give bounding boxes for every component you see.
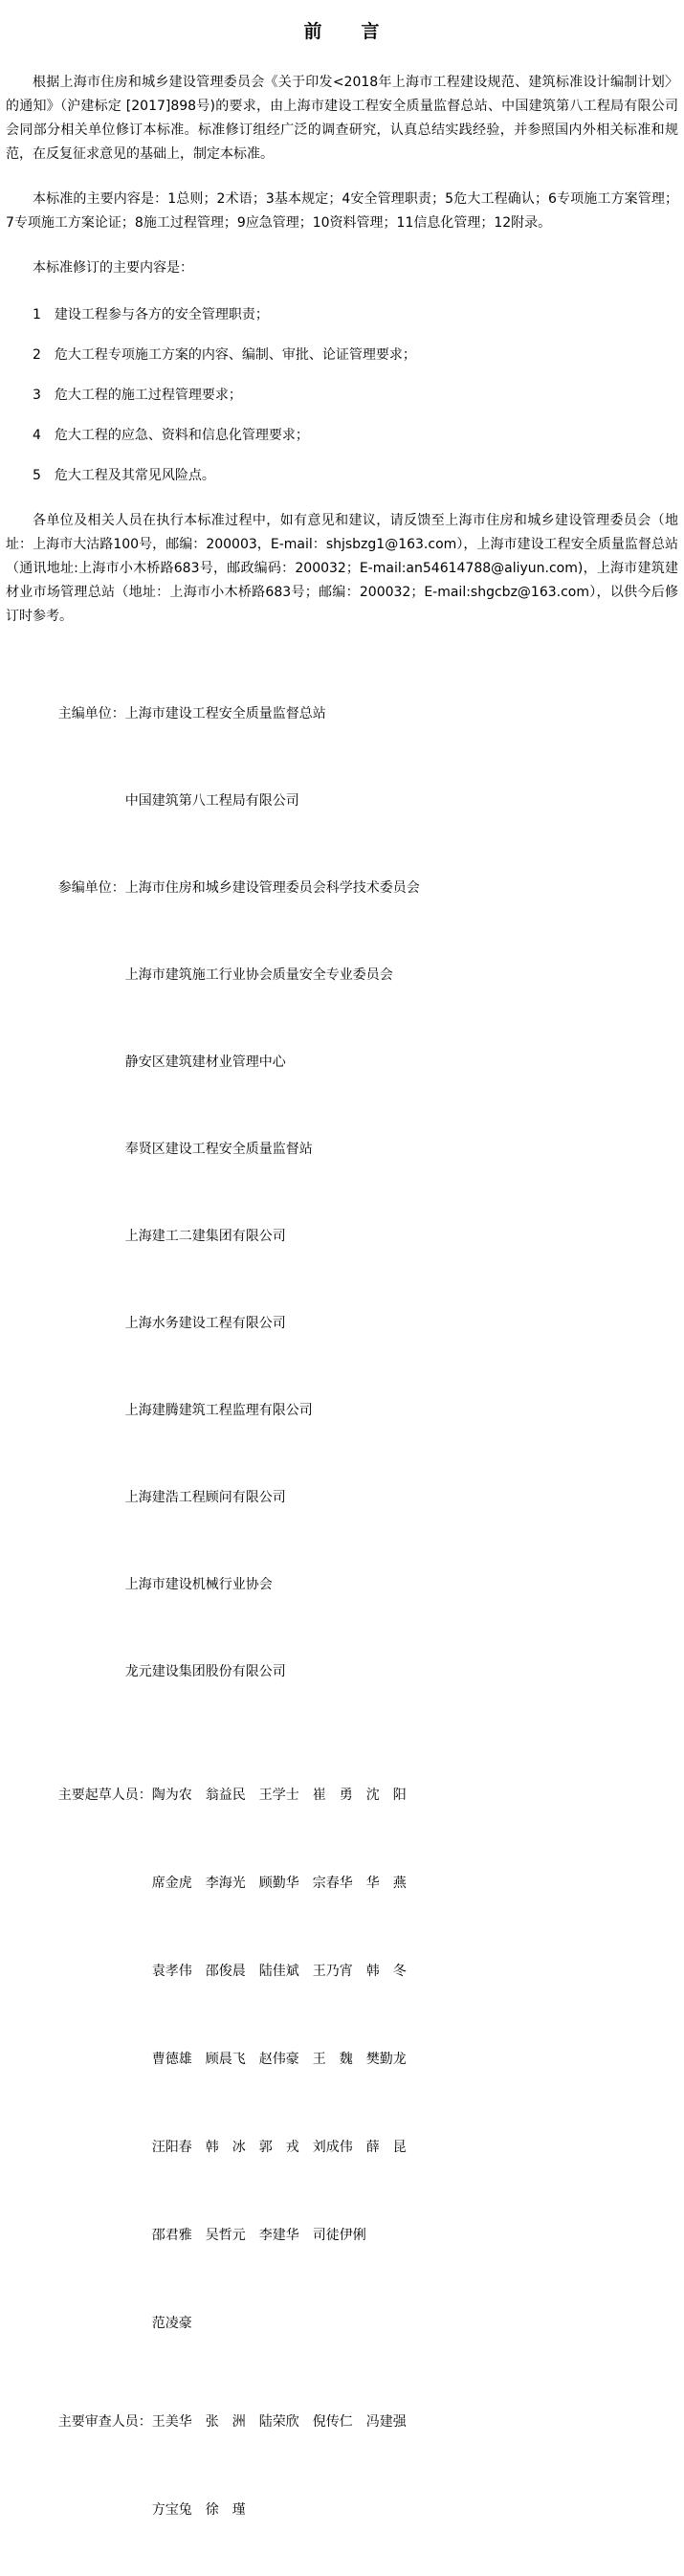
co-editors-row	[33, 1201, 678, 1273]
reviewers-row	[33, 2475, 678, 2546]
drafters-row	[33, 1760, 678, 1832]
co-editors-row	[33, 1375, 678, 1447]
drafters-row	[33, 1936, 678, 2008]
co-editors-block	[33, 853, 678, 1708]
page-title: 前 言	[303, 21, 381, 42]
co-editors-row	[33, 940, 678, 1011]
co-editors-row	[33, 853, 678, 924]
co-editor-unit: 龙元建设集团股份有限公司	[124, 1664, 286, 1679]
drafters-names: 汪阳春 韩 冰 郭 戎 刘成伟 薛 昆	[151, 2140, 407, 2155]
revision-item-1: 1 建设工程参与各方的安全管理职责；	[33, 307, 269, 322]
chief-editors-block	[33, 678, 678, 837]
chief-editor-unit: 中国建筑第八工程局有限公司	[124, 793, 299, 809]
co-editor-unit: 上海建工二建集团有限公司	[124, 1229, 286, 1244]
intro-paragraph: 根据上海市住房和城乡建设管理委员会《关于印发<2018年上海市工程建设规范、建筑标准设计编制计划〉的通知》（沪建标定 [2017]898号)的要求，由上海市建设工程安全质量监督总站、中国建筑第八工程局有限公司会同部分相关单位修订本标准。标准修订组经广泛的调查研究，认真总结实践经验，并参照国内外相关标准和规范，在反复征求意见的基础上，制定本标准。	[6, 75, 678, 162]
drafters-row	[33, 2288, 678, 2360]
drafters-label: 主要起草人员：	[57, 1788, 152, 1803]
drafters-names: 席金虎 李海光 顾勤华 宗春华 华 燕	[151, 1876, 407, 1891]
drafters-block	[33, 1760, 678, 2360]
drafters-names: 曹德雄 顾晨飞 赵伟豪 王 魏 樊勤龙	[151, 2052, 407, 2067]
revision-item-4: 4 危大工程的应急、资料和信息化管理要求；	[33, 428, 309, 443]
co-editor-unit: 上海市住房和城乡建设管理委员会科学技术委员会	[124, 880, 420, 896]
drafters-names: 陶为农 翁益民 王学士 崔 勇 沈 阳	[151, 1788, 407, 1803]
reviewers-block	[33, 2387, 678, 2546]
revision-item-2: 2 危大工程专项施工方案的内容、编制、审批、论证管理要求；	[33, 347, 416, 363]
chief-editor-unit: 上海市建设工程安全质量监督总站	[124, 706, 326, 722]
co-editor-unit: 静安区建筑建材业管理中心	[124, 1055, 286, 1070]
co-editor-unit: 上海建浩工程顾问有限公司	[124, 1490, 286, 1505]
chief-editors-row	[33, 766, 678, 837]
reviewers-names: 王美华 张 洲 陆荣欣 倪传仁 冯建强	[151, 2414, 407, 2430]
co-editor-unit: 上海市建设机械行业协会	[124, 1577, 273, 1592]
drafters-names: 邵君雅 吴哲元 李建华 司徒伊俐	[151, 2228, 366, 2243]
revision-item-5: 5 危大工程及其常见风险点。	[33, 468, 215, 483]
co-editors-label: 参编单位：	[57, 880, 125, 896]
reviewers-row	[33, 2387, 678, 2458]
reviewers-names: 方宝兔 徐 瑾	[151, 2502, 246, 2518]
drafters-row	[33, 2200, 678, 2272]
chief-editors-label: 主编单位：	[57, 706, 125, 722]
drafters-names: 袁孝伟 邵俊晨 陆佳斌 王乃宵 韩 冬	[151, 1964, 407, 1979]
co-editors-row	[33, 1114, 678, 1186]
co-editors-row	[33, 1027, 678, 1099]
co-editors-row	[33, 1288, 678, 1360]
revision-items-list	[6, 303, 678, 488]
co-editor-unit: 上海市建筑施工行业协会质量安全专业委员会	[124, 967, 393, 983]
co-editor-unit: 奉贤区建设工程安全质量监督站	[124, 1142, 313, 1157]
drafters-row	[33, 2112, 678, 2184]
co-editors-row	[33, 1549, 678, 1621]
drafters-names: 范凌豪	[151, 2316, 192, 2331]
chief-editors-row	[33, 678, 678, 750]
co-editors-row	[33, 1462, 678, 1534]
contents-paragraph: 本标准的主要内容是：1总则；2术语；3基本规定；4安全管理职责；5危大工程确认；6专项施工方案管理；7专项施工方案论证；8施工过程管理；9应急管理；10资料管理；11信息化管理；12附录。	[6, 191, 678, 231]
drafters-row	[33, 1848, 678, 1920]
feedback-paragraph: 各单位及相关人员在执行本标准过程中，如有意见和建议，请反馈至上海市住房和城乡建设管理委员会（地址：上海市大沽路100号，邮编：200003，E-mail：shjsbzg1@163.com），上海市建设工程安全质量监督总站（通讯地址:上海市小木桥路683号，邮政编码：200032；E-mail:an54614788@aliyun.com)，上海市建筑建材业市场管理总站（地址：上海市小木桥路683号；邮编：200032；E-mail:shgcbz@163.com），以供今后修订时参考。	[6, 513, 678, 624]
co-editor-unit: 上海建腾建筑工程监理有限公司	[124, 1403, 313, 1418]
revision-intro-paragraph: 本标准修订的主要内容是：	[33, 260, 193, 276]
revision-item-3: 3 危大工程的施工过程管理要求；	[33, 388, 242, 403]
co-editor-unit: 上海水务建设工程有限公司	[124, 1316, 286, 1331]
drafters-row	[33, 2024, 678, 2096]
reviewers-label: 主要审查人员：	[57, 2414, 152, 2430]
co-editors-row	[33, 1636, 678, 1708]
